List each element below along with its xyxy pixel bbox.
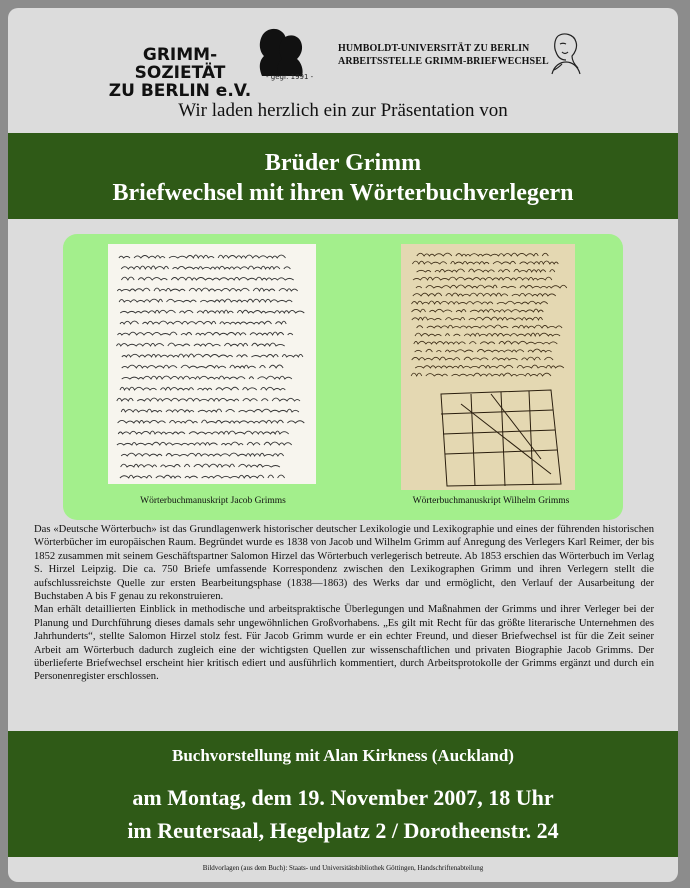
event-date: am Montag, dem 19. November 2007, 18 Uhr — [132, 785, 554, 810]
event-banner — [8, 731, 678, 857]
body-paragraph-2: Man erhält detaillierten Einblick in methodische und arbeitspraktische Überlegungen und Maßnahmen der Grimms und ihrer Verleger bei der Planung und Durchführung dieses damals sehr ungewöhnlichen Großvorhabens. „Es gilt mit Recht für das größte literarische Unternehmen des Jahrhunderts“, stellte Salomon Hirzel stolz fest. Für Jacob Grimm wurde er ein echter Freund, und dieser Briefwechsel ist für die Zeit seiner Arbeit am Wörterbuch dadurch zugleich eine der wichtigsten Quellen zur wissenschaftlichen und privaten Biographie Jacob Grimms. Der überlieferte Briefwechsel erscheint hier kritisch ediert und ausführlich kommentiert, durch Arbeitsprotokolle der Grimms ergänzt und durch ein Personenregister erschlossen. — [34, 604, 654, 683]
title-line2: Briefwechsel mit ihren Wörterbuchverlegern — [112, 180, 574, 206]
university-logo-text — [338, 42, 568, 68]
university-name: HUMBOLDT-UNIVERSITÄT ZU BERLIN — [338, 43, 530, 54]
caption-wilhelm: Wörterbuchmanuskript Wilhelm Grimms — [412, 496, 570, 506]
event-presenter: Buchvorstellung mit Alan Kirkness (Auckland) — [172, 746, 514, 765]
department-name: ARBEITSSTELLE GRIMM-BRIEFWECHSEL — [338, 56, 549, 67]
grimm-society-logo — [100, 22, 330, 101]
society-founded: - gegr. 1991 - — [266, 73, 314, 81]
image-credits: Bildvorlagen (aus dem Buch): Staats- und Universitätsbibliothek Göttingen, Handschriftenabteilung — [202, 864, 484, 872]
title-line1: Brüder Grimm — [264, 150, 422, 176]
grimm-silhouettes-icon — [252, 26, 308, 78]
event-place: im Reutersaal, Hegelplatz 2 / Dorotheenstr. 24 — [127, 818, 559, 843]
title-banner — [8, 133, 678, 219]
society-name-line1: GRIMM-SOZIETÄT — [134, 45, 226, 83]
invitation-line: Wir laden herzlich ein zur Präsentation von — [178, 100, 508, 121]
manuscript-wilhelm-image — [401, 244, 575, 490]
body-paragraph-1: Das «Deutsche Wörterbuch» ist das Grundlagenwerk historischer deutscher Lexikologie und Lexikographie und eines der führenden historischen Wörterbücher im europäischen Raum. Begründet wurde es 1838 von Jacob und Wilhelm Grimm auf Anregung des Verlegers Karl Reimer, der bis 1852 zusammen mit seinem Geschäftspartner Salomon Hirzel das Wörterbuch verlegerisch betreute. Ab 1853 erschien das Wörterbuch im Verlag S. Hirzel Leipzig. Die ca. 750 Briefe umfassende Korrespondenz zwischen den Lexikographen Grimm und ihren Verlegern stellt die aufschlussreichste Quelle zur ersten Bearbeitungsphase (1838—1863) des Werks dar und ermöglicht, den Verlauf der Ausarbeitung der Buchstaben A bis F genau zu rekonstruieren. — [34, 524, 654, 603]
manuscript-panel — [63, 234, 623, 520]
society-name — [100, 46, 260, 100]
humboldt-portrait-icon — [544, 30, 584, 76]
flyer-page — [8, 8, 678, 882]
caption-jacob: Wörterbuchmanuskript Jacob Grimms — [140, 496, 286, 506]
body-text — [34, 523, 654, 684]
society-name-line2: ZU BERLIN e.V. — [108, 81, 252, 101]
manuscript-jacob-image — [108, 244, 316, 484]
